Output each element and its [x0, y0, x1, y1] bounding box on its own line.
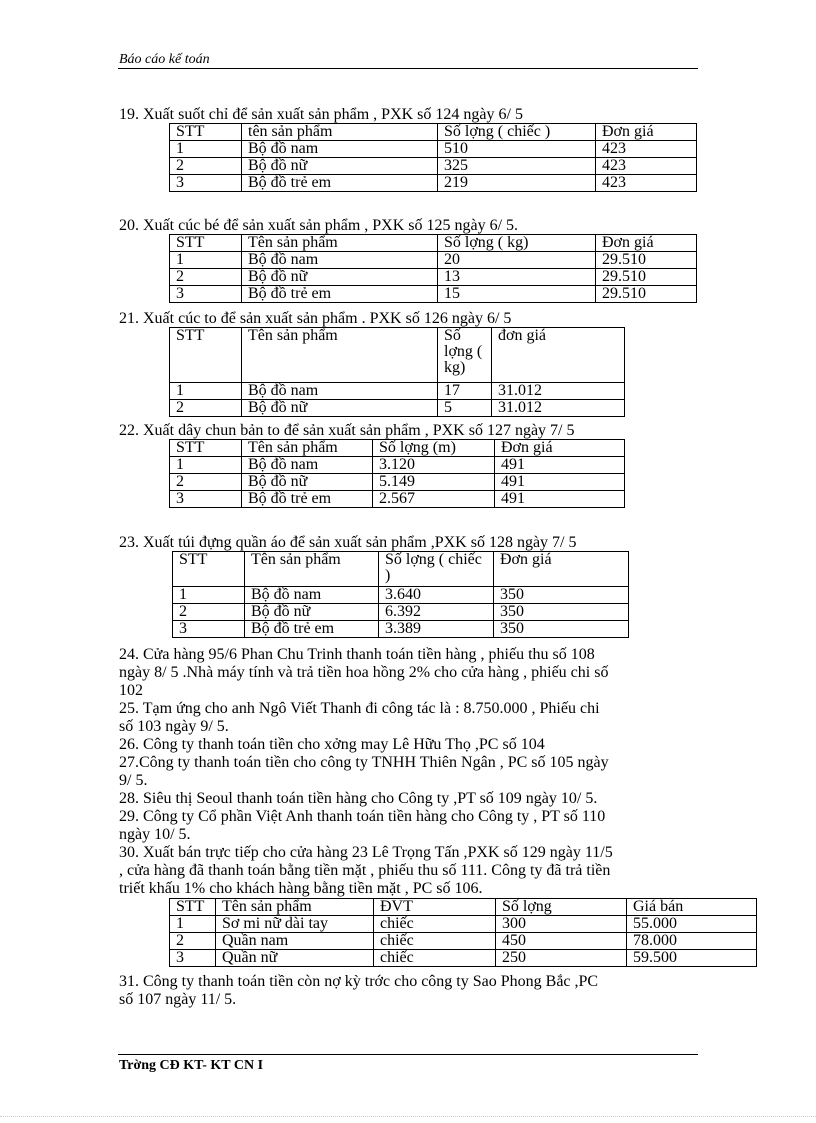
table-cell: Bộ đồ nam: [242, 383, 438, 400]
table-cell: Bộ đồ nam: [242, 252, 438, 269]
table-cell: Bộ đồ trẻ em: [245, 621, 379, 638]
page-footer: Trờng CĐ KT- KT CN I: [119, 1058, 264, 1073]
header-cell: Số lợng ( chiếc ): [379, 552, 494, 587]
page-header: Báo cáo kế toán: [119, 52, 210, 67]
table-cell: 325: [438, 158, 596, 175]
table-cell: Bộ đồ nam: [242, 457, 373, 474]
table-cell: 15: [438, 286, 596, 303]
table-header-row: [173, 552, 629, 587]
table-cell: chiếc: [374, 916, 496, 933]
header-cell: Số lợng (m): [373, 440, 495, 457]
table-cell: 3: [170, 491, 242, 508]
table-cell: 5: [438, 400, 492, 417]
item-23-text: 23. Xuất túi đựng quần áo để sản xuất sản phẩm ,PXK số 128 ngày 7/ 5: [119, 534, 577, 551]
header-cell: Đơn giá: [494, 552, 629, 587]
table-cell: 55.000: [627, 916, 757, 933]
header-cell: Đơn giá: [596, 235, 697, 252]
table-cell: Quần nữ: [216, 950, 374, 967]
item-27-line1: 27.Công ty thanh toán tiền cho công ty TNHH Thiên Ngân , PC số 105 ngày: [119, 754, 609, 771]
table-20: [169, 234, 697, 303]
table-header-row: [170, 440, 625, 457]
table-row: [170, 269, 697, 286]
table-cell: 1: [170, 383, 242, 400]
table-row: [170, 933, 757, 950]
table-cell: 6.392: [379, 604, 494, 621]
header-rule: [118, 68, 698, 69]
header-cell: Tên sản phẩm: [242, 328, 438, 383]
table-row: [170, 175, 697, 192]
item-30-line3: triết khấu 1% cho khách hàng bằng tiền mặt , PC số 106.: [119, 880, 483, 897]
table-row: [170, 950, 757, 967]
table-cell: 423: [596, 141, 697, 158]
table-cell: 29.510: [596, 252, 697, 269]
table-30: [169, 898, 757, 967]
table-row: [173, 604, 629, 621]
table-header-row: [170, 328, 625, 383]
table-cell: 219: [438, 175, 596, 192]
header-cell: STT: [170, 328, 242, 383]
table-cell: 450: [496, 933, 627, 950]
item-25-line1: 25. Tạm ứng cho anh Ngô Viết Thanh đi công tác là : 8.750.000 , Phiếu chi: [119, 700, 600, 717]
table-cell: 3.120: [373, 457, 495, 474]
table-cell: 491: [495, 474, 625, 491]
table-cell: Bộ đồ trẻ em: [242, 491, 373, 508]
header-cell: Số lợng: [496, 899, 627, 916]
table-cell: 3.389: [379, 621, 494, 638]
table-cell: 31.012: [492, 400, 625, 417]
table-cell: 59.500: [627, 950, 757, 967]
table-cell: 3.640: [379, 587, 494, 604]
table-row: [173, 587, 629, 604]
item-24-line1: 24. Cửa hàng 95/6 Phan Chu Trinh thanh toán tiền hàng , phiếu thu số 108: [119, 646, 595, 663]
table-cell: 423: [596, 158, 697, 175]
table-row: [170, 383, 625, 400]
table-cell: 2: [170, 474, 242, 491]
table-cell: 2: [170, 933, 216, 950]
table-cell: Quần nam: [216, 933, 374, 950]
table-cell: 5.149: [373, 474, 495, 491]
header-cell: Số lợng ( kg): [438, 328, 492, 383]
table-cell: 3: [170, 950, 216, 967]
table-cell: 350: [494, 621, 629, 638]
item-29-line1: 29. Công ty Cổ phần Việt Anh thanh toán tiền hàng cho Công ty , PT số 110: [119, 808, 606, 825]
item-19-text: 19. Xuất suốt chỉ để sản xuất sản phẩm , PXK số 124 ngày 6/ 5: [119, 106, 523, 123]
table-cell: Sơ mi nữ dài tay: [216, 916, 374, 933]
table-cell: Bộ đồ trẻ em: [242, 175, 438, 192]
item-31-line2: số 107 ngày 11/ 5.: [119, 991, 237, 1008]
table-header-row: [170, 235, 697, 252]
table-cell: 78.000: [627, 933, 757, 950]
item-28-line1: 28. Siêu thị Seoul thanh toán tiền hàng cho Công ty ,PT số 109 ngày 10/ 5.: [119, 790, 598, 807]
table-21: [169, 327, 625, 417]
table-row: [170, 491, 625, 508]
table-row: [170, 141, 697, 158]
table-row: [170, 286, 697, 303]
table-cell: 1: [170, 916, 216, 933]
table-cell: 13: [438, 269, 596, 286]
item-20-text: 20. Xuất cúc bé để sản xuất sản phẩm , PXK số 125 ngày 6/ 5.: [119, 217, 519, 234]
table-cell: 3: [173, 621, 245, 638]
item-27-line2: 9/ 5.: [119, 772, 148, 789]
table-cell: Bộ đồ nam: [242, 141, 438, 158]
table-cell: Bộ đồ nữ: [242, 158, 438, 175]
table-22: [169, 439, 625, 508]
header-cell: Số lợng ( kg): [438, 235, 596, 252]
table-cell: 1: [173, 587, 245, 604]
header-cell: STT: [173, 552, 245, 587]
header-cell: STT: [170, 899, 216, 916]
header-cell: ĐVT: [374, 899, 496, 916]
item-31-line1: 31. Công ty thanh toán tiền còn nợ kỳ trớc cho công ty Sao Phong Bắc ,PC: [119, 973, 599, 990]
table-cell: 423: [596, 175, 697, 192]
table-cell: 3: [170, 175, 242, 192]
item-26-line1: 26. Công ty thanh toán tiền cho xởng may Lê Hữu Thọ ,PC số 104: [119, 736, 545, 753]
table-cell: 1: [170, 141, 242, 158]
table-cell: 491: [495, 457, 625, 474]
table-cell: 2.567: [373, 491, 495, 508]
table-cell: 17: [438, 383, 492, 400]
table-cell: 2: [170, 158, 242, 175]
header-cell: Tên sản phẩm: [216, 899, 374, 916]
table-header-row: [170, 899, 757, 916]
header-cell: Giá bán: [627, 899, 757, 916]
table-cell: 491: [495, 491, 625, 508]
table-cell: 31.012: [492, 383, 625, 400]
header-cell: Đơn giá: [495, 440, 625, 457]
item-30-line2: , cửa hàng đã thanh toán bằng tiền mặt , phiếu thu số 111. Công ty đã trả tiền: [119, 862, 611, 879]
table-cell: 300: [496, 916, 627, 933]
table-row: [170, 916, 757, 933]
table-cell: 20: [438, 252, 596, 269]
table-cell: 29.510: [596, 269, 697, 286]
table-cell: 3: [170, 286, 242, 303]
header-cell: Tên sản phẩm: [242, 440, 373, 457]
table-cell: Bộ đồ nam: [245, 587, 379, 604]
table-row: [170, 158, 697, 175]
item-24-line2: ngày 8/ 5 .Nhà máy tính và trả tiền hoa hồng 2% cho cửa hàng , phiếu chi số: [119, 664, 609, 681]
table-cell: Bộ đồ nữ: [245, 604, 379, 621]
table-23: [172, 551, 629, 638]
item-25-line2: số 103 ngày 9/ 5.: [119, 718, 229, 735]
table-cell: 2: [173, 604, 245, 621]
table-cell: 1: [170, 457, 242, 474]
item-24-line3: 102: [119, 682, 143, 699]
table-cell: Bộ đồ trẻ em: [242, 286, 438, 303]
header-cell: Đơn giá: [596, 124, 697, 141]
item-21-text: 21. Xuất cúc to để sản xuất sản phẩm . PXK số 126 ngày 6/ 5: [119, 310, 512, 327]
table-cell: 510: [438, 141, 596, 158]
item-22-text: 22. Xuất dây chun bản to để sản xuất sản phẩm , PXK số 127 ngày 7/ 5: [119, 422, 575, 439]
item-30-line1: 30. Xuất bán trực tiếp cho cửa hàng 23 Lê Trọng Tấn ,PXK số 129 ngày 11/5: [119, 844, 613, 861]
table-cell: Bộ đồ nữ: [242, 269, 438, 286]
table-row: [170, 457, 625, 474]
table-cell: 350: [494, 604, 629, 621]
table-cell: 2: [170, 400, 242, 417]
table-cell: 250: [496, 950, 627, 967]
table-cell: 29.510: [596, 286, 697, 303]
table-row: [173, 621, 629, 638]
header-cell: tên sản phẩm: [242, 124, 438, 141]
header-cell: Tên sản phẩm: [242, 235, 438, 252]
page-bottom-dotted-rule: [0, 1116, 816, 1117]
header-cell: STT: [170, 124, 242, 141]
table-cell: chiếc: [374, 933, 496, 950]
table-19: [169, 123, 697, 192]
table-cell: 2: [170, 269, 242, 286]
footer-rule: [118, 1054, 698, 1055]
table-row: [170, 474, 625, 491]
header-cell: Tên sản phẩm: [245, 552, 379, 587]
header-cell: Số lợng ( chiếc ): [438, 124, 596, 141]
item-29-line2: ngày 10/ 5.: [119, 826, 191, 843]
table-header-row: [170, 124, 697, 141]
table-cell: Bộ đồ nữ: [242, 474, 373, 491]
table-cell: Bộ đồ nữ: [242, 400, 438, 417]
header-cell: STT: [170, 440, 242, 457]
table-row: [170, 400, 625, 417]
header-cell: STT: [170, 235, 242, 252]
table-cell: chiếc: [374, 950, 496, 967]
table-cell: 350: [494, 587, 629, 604]
table-cell: 1: [170, 252, 242, 269]
header-cell: đơn giá: [492, 328, 625, 383]
table-row: [170, 252, 697, 269]
